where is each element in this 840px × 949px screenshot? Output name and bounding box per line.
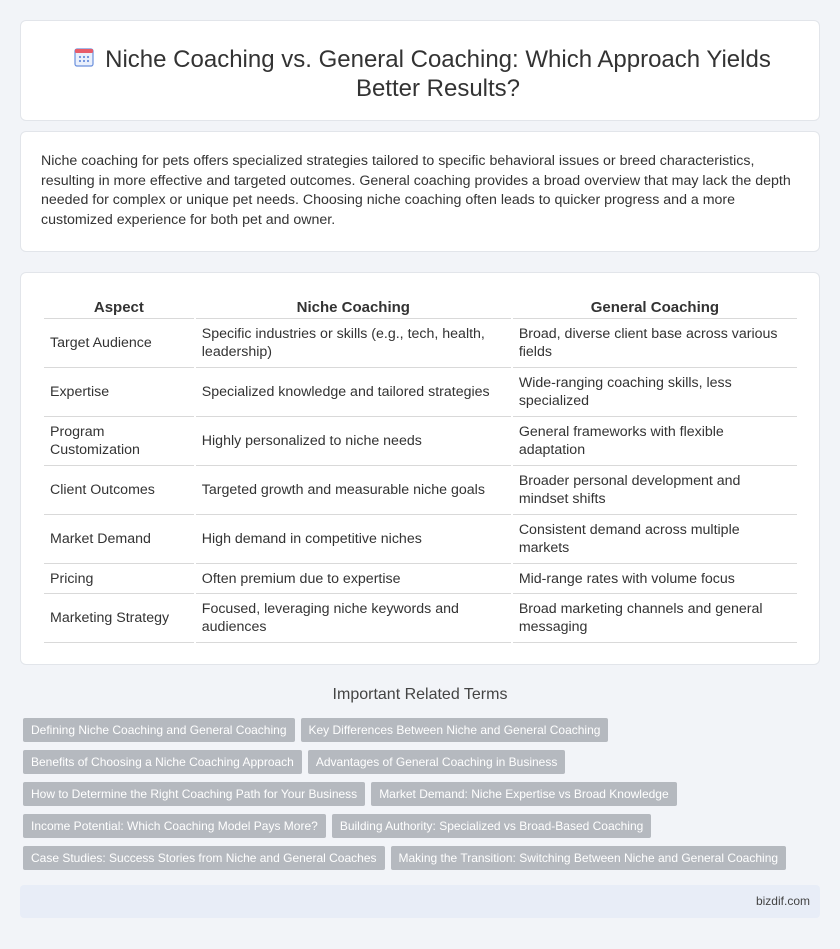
- related-term-tag[interactable]: Building Authority: Specialized vs Broad-Based Coaching: [332, 814, 652, 838]
- table-cell-aspect: Client Outcomes: [44, 466, 194, 515]
- page-title: Niche Coaching vs. General Coaching: Which Approach Yields Better Results?: [105, 46, 771, 102]
- related-term-tag[interactable]: Defining Niche Coaching and General Coaching: [23, 718, 295, 742]
- table-cell-niche: Often premium due to expertise: [196, 564, 511, 594]
- table-row: [44, 319, 797, 368]
- table-cell-general: Mid-range rates with volume focus: [513, 564, 797, 594]
- title-card: [20, 20, 820, 121]
- footer-bar: [20, 885, 820, 918]
- table-row: [44, 368, 797, 417]
- table-row: [44, 417, 797, 466]
- related-terms-heading: Important Related Terms: [332, 686, 508, 703]
- comparison-table-card: [20, 272, 820, 665]
- table-cell-aspect: Expertise: [44, 368, 194, 417]
- table-header-row: [44, 293, 797, 319]
- table-cell-general: General frameworks with flexible adaptation: [513, 417, 797, 466]
- related-term-tag[interactable]: Market Demand: Niche Expertise vs Broad Knowledge: [371, 782, 676, 806]
- table-cell-aspect: Program Customization: [44, 417, 194, 466]
- footer-site-link[interactable]: bizdif.com: [755, 894, 810, 908]
- table-cell-general: Broad marketing channels and general messaging: [513, 594, 797, 643]
- table-cell-aspect: Market Demand: [44, 515, 194, 564]
- related-term-tag[interactable]: Case Studies: Success Stories from Niche and General Coaches: [23, 846, 385, 870]
- header-niche-coaching: Niche Coaching: [196, 293, 511, 319]
- related-term-tag[interactable]: Income Potential: Which Coaching Model Pays More?: [23, 814, 326, 838]
- table-cell-general: Consistent demand across multiple markets: [513, 515, 797, 564]
- table-cell-niche: High demand in competitive niches: [196, 515, 511, 564]
- related-term-tag[interactable]: How to Determine the Right Coaching Path for Your Business: [23, 782, 365, 806]
- table-cell-general: Broader personal development and mindset shifts: [513, 466, 797, 515]
- table-cell-aspect: Marketing Strategy: [44, 594, 194, 643]
- table-cell-aspect: Pricing: [44, 564, 194, 594]
- intro-card: [20, 131, 820, 252]
- table-row: [44, 594, 797, 643]
- table-row: [44, 466, 797, 515]
- table-row: [44, 515, 797, 564]
- table-cell-niche: Specialized knowledge and tailored strategies: [196, 368, 511, 417]
- table-cell-aspect: Target Audience: [44, 319, 194, 368]
- table-cell-niche: Focused, leveraging niche keywords and audiences: [196, 594, 511, 643]
- table-cell-general: Wide-ranging coaching skills, less specialized: [513, 368, 797, 417]
- related-term-tag[interactable]: Advantages of General Coaching in Business: [308, 750, 565, 774]
- header-aspect: Aspect: [44, 293, 194, 319]
- related-term-tag[interactable]: Key Differences Between Niche and General Coaching: [301, 718, 609, 742]
- intro-paragraph: Niche coaching for pets offers specialized strategies tailored to specific behavioral issues or breed characteristics, resulting in more effective and targeted outcomes. General coaching provides a broad overview that may lack the depth needed for complex or unique pet needs. Choosing niche coaching often leads to quicker progress and a more customized experience for both pet and owner.: [41, 153, 791, 228]
- table-cell-niche: Specific industries or skills (e.g., tech, health, leadership): [196, 319, 511, 368]
- header-general-coaching: General Coaching: [513, 293, 797, 319]
- related-term-tag[interactable]: Making the Transition: Switching Between Niche and General Coaching: [391, 846, 787, 870]
- table-cell-niche: Targeted growth and measurable niche goals: [196, 466, 511, 515]
- related-terms-list: [23, 718, 813, 878]
- table-cell-niche: Highly personalized to niche needs: [196, 417, 511, 466]
- table-cell-general: Broad, diverse client base across various fields: [513, 319, 797, 368]
- table-row: [44, 564, 797, 594]
- comparison-table: [42, 293, 799, 643]
- related-term-tag[interactable]: Benefits of Choosing a Niche Coaching Approach: [23, 750, 302, 774]
